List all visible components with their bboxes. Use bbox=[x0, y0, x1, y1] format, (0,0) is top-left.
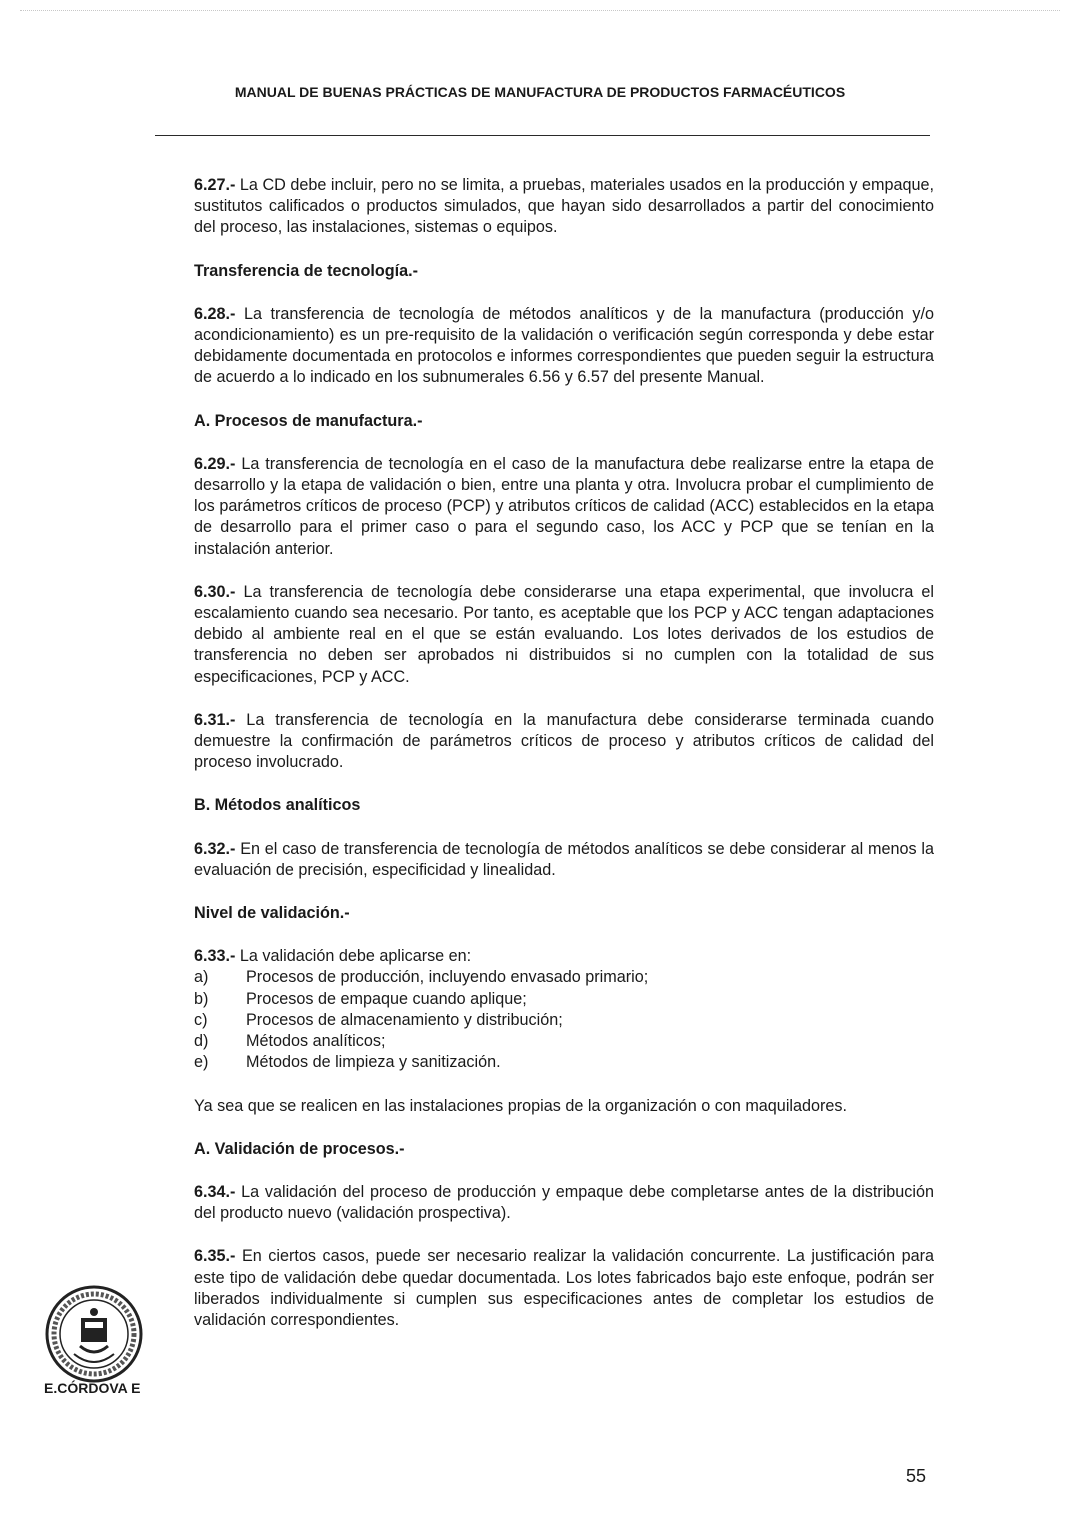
official-seal-icon bbox=[44, 1284, 144, 1384]
paragraph-number: 6.33.- bbox=[194, 947, 236, 966]
paragraph-number: 6.31.- bbox=[194, 710, 236, 729]
paragraph-text: En el caso de transferencia de tecnología de métodos analíticos se debe considerar al menos la evaluación de precisión, especificidad y linealidad. bbox=[194, 839, 934, 879]
paragraph-number: 6.29.- bbox=[194, 454, 236, 473]
scan-artifact-line bbox=[20, 10, 1060, 21]
list-text: Procesos de empaque cuando aplique; bbox=[246, 989, 527, 1008]
paragraph-6-28 bbox=[194, 304, 934, 389]
paragraph-6-30 bbox=[194, 582, 934, 688]
heading-procesos-manufactura: A. Procesos de manufactura.- bbox=[194, 411, 423, 430]
list-text: Procesos de almacenamiento y distribución; bbox=[246, 1010, 563, 1029]
paragraph-text: La transferencia de tecnología en el caso de la manufactura debe realizarse entre la etapa de desarrollo y la etapa de validación o bien, entre una planta y otra. Involucra probar el cumplimiento de los parámetros críticos de proceso (PCP) y atributos críticos de calidad (ACC) establecidos en la etapa de desarrollo para el primer caso o para el segundo caso, los ACC y PCP que se tenían en la instalación anterior. bbox=[194, 454, 934, 558]
paragraph-6-29 bbox=[194, 454, 934, 560]
paragraph-text: La validación debe aplicarse en: bbox=[235, 947, 472, 966]
paragraph-6-34 bbox=[194, 1182, 934, 1224]
paragraph-text: La transferencia de tecnología de métodos analíticos y de la manufactura (producción y/o acondicionamiento) es un pre-requisito de la validación o verificación según corresponda y debe estar debidamente documentada en protocolos e informes correspondientes que pueden seguir la estructura de acuerdo a lo indicado en los subnumerales 6.56 y 6.57 del presente Manual. bbox=[194, 304, 934, 387]
list-item bbox=[194, 1010, 934, 1031]
list-text: Procesos de producción, incluyendo envasado primario; bbox=[246, 968, 649, 987]
list-letter: c) bbox=[194, 1010, 208, 1029]
paragraph-text: La transferencia de tecnología en la manufactura debe considerarse terminada cuando demuestre la confirmación de parámetros críticos de proceso y atributos críticos de calidad del proceso involucrado. bbox=[194, 710, 934, 772]
list-item bbox=[194, 1031, 934, 1052]
header-divider bbox=[155, 135, 930, 136]
paragraph-number: 6.28.- bbox=[194, 304, 236, 323]
list-letter: e) bbox=[194, 1053, 209, 1072]
heading-nivel-validacion: Nivel de validación.- bbox=[194, 904, 350, 923]
seal-caption: E.CÓRDOVA E bbox=[44, 1380, 141, 1396]
list-text: Métodos de limpieza y sanitización. bbox=[246, 1053, 501, 1072]
page-header: MANUAL DE BUENAS PRÁCTICAS DE MANUFACTURA DE PRODUCTOS FARMACÉUTICOS bbox=[234, 84, 846, 100]
paragraph-number: 6.32.- bbox=[194, 839, 236, 858]
heading-metodos-analiticos: B. Métodos analíticos bbox=[194, 796, 361, 815]
paragraph-text: La CD debe incluir, pero no se limita, a pruebas, materiales usados en la producción y empaque, sustitutos calificados o productos simulados, que hayan sido desarrollados a partir del conocimiento del proceso, las instalaciones, sistemas o equipos. bbox=[194, 176, 934, 237]
list-item bbox=[194, 1052, 934, 1073]
list-letter: d) bbox=[194, 1032, 209, 1051]
page-number: 55 bbox=[906, 1466, 927, 1486]
heading-validacion-procesos: A. Validación de procesos.- bbox=[194, 1139, 405, 1158]
list-text: Métodos analíticos; bbox=[246, 1032, 386, 1051]
list-item bbox=[194, 989, 934, 1010]
paragraph-6-32 bbox=[194, 839, 934, 881]
paragraph-6-33 bbox=[194, 946, 934, 967]
paragraph-number: 6.30.- bbox=[194, 582, 236, 601]
document-body bbox=[194, 175, 934, 1353]
heading-transferencia: Transferencia de tecnología.- bbox=[194, 261, 418, 280]
paragraph-6-27 bbox=[194, 175, 934, 239]
paragraph-text: La validación del proceso de producción y empaque debe completarse antes de la distribución del producto nuevo (validación prospectiva). bbox=[194, 1182, 934, 1223]
paragraph-6-35 bbox=[194, 1246, 934, 1331]
paragraph-6-33-note: Ya sea que se realicen en las instalaciones propias de la organización o con maquiladores. bbox=[194, 1096, 848, 1115]
paragraph-text: En ciertos casos, puede ser necesario realizar la validación concurrente. La justificación para este tipo de validación debe quedar documentada. Los lotes fabricados bajo este enfoque, podrán ser liberados individualmente si cumplen sus especificaciones antes de completar los estudios de validación correspondientes. bbox=[194, 1247, 934, 1329]
paragraph-number: 6.34.- bbox=[194, 1182, 236, 1201]
paragraph-number: 6.27.- bbox=[194, 176, 236, 194]
paragraph-number: 6.35.- bbox=[194, 1247, 236, 1266]
validation-scope-list bbox=[194, 967, 934, 1073]
list-letter: b) bbox=[194, 989, 209, 1008]
paragraph-text: La transferencia de tecnología debe considerarse una etapa experimental, que involucra el escalamiento cuando sea necesario. Por tanto, es aceptable que los PCP y ACC tengan adaptaciones debido al ambiente real en el que se están evaluando. Los lotes derivados de los estudios de transferencia no deben ser aprobados ni distribuidos si no cumplen con la totalidad de sus especificaciones, PCP y ACC. bbox=[194, 582, 934, 686]
list-item bbox=[194, 967, 934, 988]
paragraph-6-31 bbox=[194, 710, 934, 774]
list-letter: a) bbox=[194, 968, 209, 987]
